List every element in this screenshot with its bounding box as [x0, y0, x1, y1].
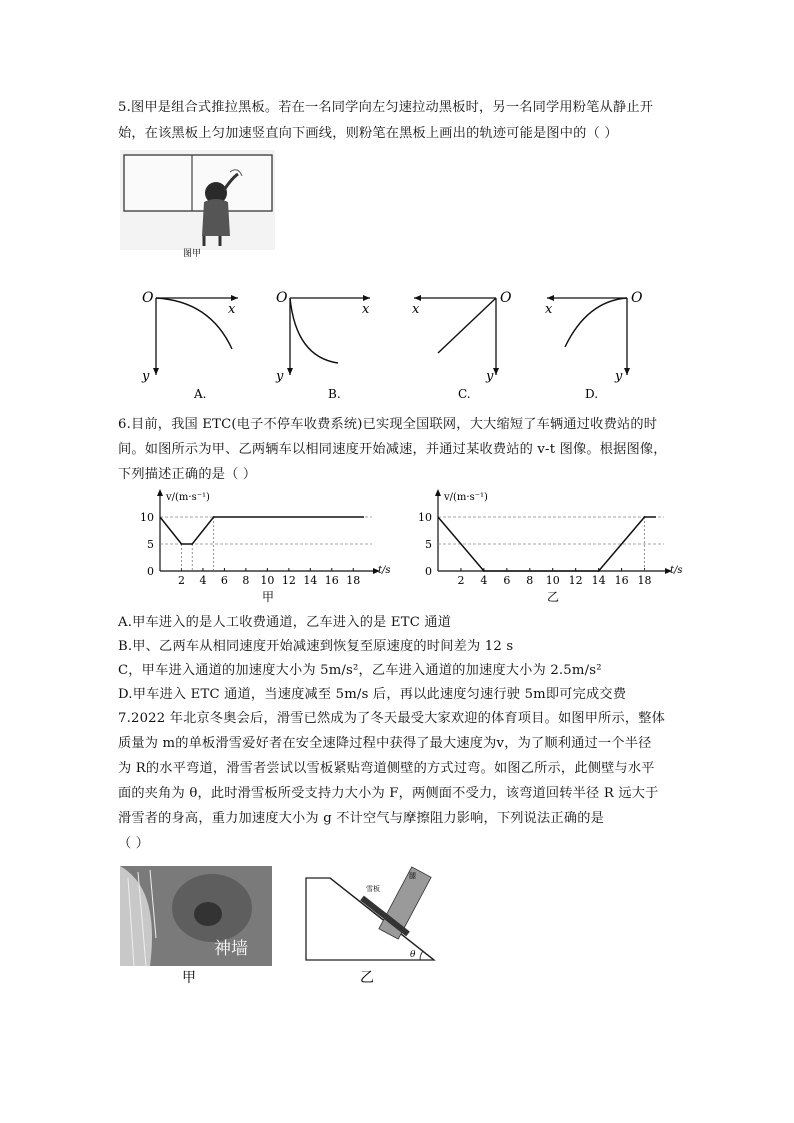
figure-caption-yi: 乙 [360, 970, 374, 986]
origin-label: O [142, 290, 154, 306]
x-axis-label: t/s [378, 565, 391, 576]
vt-chart-jia [132, 485, 394, 605]
wall-diagram [306, 867, 434, 986]
q6-line-3: 下列描述正确的是（ ） [118, 467, 257, 482]
option-d-graph [545, 290, 643, 401]
vt-point [598, 570, 600, 572]
q6-line-1: 6.目前，我国 ETC(电子不停车收费系统)已实现全国联网，大大缩短了车辆通过收费站的时 [118, 417, 658, 432]
y-axis-label: v/(m·s⁻¹) [166, 492, 210, 503]
q7-line-1: 7.2022 年北京冬奥会后，滑雪已然成为了冬天最受大家欢迎的体育项目。如图甲所示，整体 [118, 711, 666, 726]
x-tick-label: 2 [177, 574, 185, 587]
q5-line-1: 5.图甲是组合式推拉黑板。若在一名同学向左匀速拉动黑板时，另一名同学用粉笔从静止开 [118, 100, 654, 115]
vt-series-line [160, 517, 364, 544]
vt-point [644, 516, 646, 518]
y-tick-label: 5 [425, 538, 432, 551]
x-tick-label: 6 [220, 574, 228, 587]
angle-label: θ [410, 950, 416, 960]
vt-point [191, 543, 193, 545]
x-tick-label: 10 [545, 574, 560, 587]
x-tick-label: 16 [324, 574, 339, 587]
y-tick-label: 10 [418, 511, 432, 524]
y-tick-label: 0 [425, 565, 432, 578]
vt-chart-yi [410, 485, 686, 605]
q7-line-5: 滑雪者的身高，重力加速度大小为 g 不计空气与摩擦阻力影响，下列说法正确的是 [118, 811, 604, 826]
y-tick-label: 0 [147, 565, 154, 578]
x-tick-label: 4 [480, 574, 488, 587]
x-tick-label: 4 [199, 574, 207, 587]
x-tick-label: 14 [303, 574, 318, 587]
x-tick-label: 14 [591, 574, 606, 587]
trajectory-curve [565, 298, 627, 347]
snowboarder [194, 902, 222, 926]
x-tick-label: 8 [242, 574, 250, 587]
origin-label: O [500, 290, 512, 306]
q6-option-a: A.甲车进入的是人工收费通道，乙车进入的是 ETC 通道 [118, 615, 452, 630]
y-tick-label: 5 [147, 538, 154, 551]
x-axis-label: x [362, 302, 370, 317]
q6-line-2: 间。如图所示为甲、乙两辆车以相同速度开始减速，并通过某收费站的 v-t 图像。根据图像， [118, 442, 667, 457]
option-c-graph [412, 290, 512, 401]
y-axis-label: v/(m·s⁻¹) [444, 492, 488, 503]
board-label: 雪板 [366, 885, 380, 893]
q7-line-4: 面的夹角为 θ，此时滑雪板所受支持力大小为 F，两侧面不受力，该弯道回转半径 R 远大于 [118, 786, 659, 801]
snow-wall-photo [120, 866, 272, 986]
option-a-graph [141, 290, 238, 401]
x-axis-label: x [412, 302, 420, 317]
origin-label: O [631, 290, 643, 306]
x-axis-label: x [228, 302, 236, 317]
x-tick-label: 12 [568, 574, 583, 587]
y-axis-label: y [276, 369, 284, 384]
trajectory-curve [290, 298, 338, 363]
trajectory-line [438, 298, 496, 353]
q6-option-d: D.甲车进入 ETC 通道，当速度减至 5m/s 后，再以此速度匀速行驶 5m即可完成交费 [118, 687, 627, 702]
q7-line-2: 质量为 m的单板滑雪爱好者在安全速降过程中获得了最大速度为v，为了顺利通过一个半径 [118, 736, 652, 751]
x-axis-label: x [545, 302, 553, 317]
vt-point [483, 570, 485, 572]
x-tick-label: 10 [260, 574, 275, 587]
x-tick-label: 18 [346, 574, 361, 587]
option-letter: B. [328, 387, 341, 401]
x-tick-label: 2 [457, 574, 465, 587]
x-axis-label: t/s [670, 565, 683, 576]
figure-caption-jia: 图甲 [182, 249, 202, 259]
chart-caption: 乙 [546, 590, 560, 604]
q7-line-6: （ ） [118, 836, 150, 851]
option-letter: C. [458, 387, 471, 401]
y-axis-arrow [435, 489, 441, 496]
figure-caption-jia: 甲 [182, 970, 196, 986]
trajectory-curve [156, 298, 232, 349]
q6-option-c: C，甲车进入通道的加速度大小为 5m/s²，乙车进入通道的加速度大小为 2.5m/s² [118, 663, 602, 678]
blackboard-figure [120, 150, 280, 260]
y-tick-label: 10 [140, 511, 154, 524]
q5-line-2: 始，在该黑板上匀加速竖直向下画线，则粉笔在黑板上画出的轨迹可能是图中的（ ） [118, 126, 618, 141]
leg-label: 腿 [409, 872, 416, 880]
x-tick-label: 12 [281, 574, 296, 587]
y-axis-label: y [486, 369, 494, 384]
y-axis-label: y [142, 369, 150, 384]
q6-option-b: B.甲、乙两车从相同速度开始减速到恢复至原速度的时间差为 12 s [118, 639, 514, 654]
x-tick-label: 18 [637, 574, 652, 587]
shenqiang-label: 神墙 [214, 939, 248, 959]
q5-options [130, 285, 690, 410]
y-axis-label: y [615, 369, 623, 384]
origin-label: O [276, 290, 288, 306]
y-axis-arrow [157, 489, 163, 496]
chart-caption: 甲 [261, 590, 275, 604]
x-tick-label: 6 [503, 574, 511, 587]
q7-figures [120, 858, 440, 988]
blackboard [124, 155, 272, 211]
x-tick-label: 16 [614, 574, 629, 587]
q7-line-3: 为 R的水平弯道，滑雪者尝试以雪板紧贴弯道侧壁的方式过弯。如图乙所示，此侧壁与水平 [118, 761, 655, 776]
option-letter: D. [585, 387, 599, 401]
vt-point [181, 543, 183, 545]
option-b-graph [275, 290, 370, 401]
option-letter: A. [194, 387, 207, 401]
x-tick-label: 8 [526, 574, 534, 587]
vt-point [213, 516, 215, 518]
